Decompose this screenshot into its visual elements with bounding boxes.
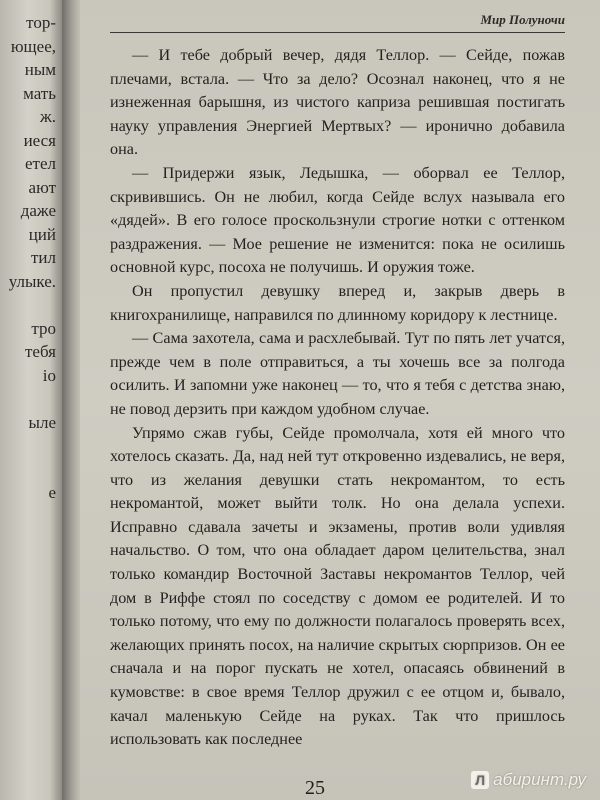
left-page-fragment: ают — [28, 177, 56, 197]
left-page-fragment: тор- — [26, 13, 56, 32]
watermark-text: абиринт.ру — [493, 770, 586, 789]
left-page-fragment: тро — [31, 318, 56, 338]
page-number: 25 — [305, 777, 325, 799]
running-head-title: Мир Полуночи — [480, 12, 565, 27]
left-page-fragment: иеся — [23, 130, 56, 150]
left-page-fragment: тебя — [24, 342, 56, 361]
left-page-fragment: ж. — [40, 107, 56, 126]
left-page-fragment: улыке. — [8, 271, 56, 291]
paragraph: — И тебе добрый вечер, дядя Теллор. — Сейде, пожав плечами, встала. — Что за дело? Осознал наконец, что я не изнеженная барышня, из чистого каприза решившая постигать науку управления Энергией Мертвых? — иронично добавила она. — [110, 46, 565, 159]
left-page-fragment: іо — [42, 365, 56, 385]
header-rule — [110, 32, 565, 33]
left-page-fragment: ющее, — [10, 36, 56, 56]
right-page — [80, 0, 600, 800]
left-page-fragment: ным — [24, 60, 56, 79]
left-page-fragment: тил — [30, 248, 56, 267]
paragraph: Упрямо сжав губы, Сейде промолчала, хотя ей много что хотелось сказать. Да, над ней тут откровенно издевались, не веря, что из желания девушки стать некромантом, то есть некромантой, может выйти толк. Но она делала успехи. Исправно сдавала зачеты и экзамены, против воли удивляя начальство. О том, что она обладает даром целительства, знал только командир Восточной Заставы некромантов Теллор, чей дом в Риффе стоял по соседству с домом ее родителей. И то только потому, что ему по должности полагалось проверять всех, желающих принять посох, на наличие скрытых сюрпризов. Он ее сначала и на порог пускать не хотел, опасаясь обвинений в кумовстве: в свое время Теллор дружил с ее отцом и, бывало, качал маленькую Сейде на руках. Так что пришлось использовать как последнее — [110, 423, 565, 749]
left-page-fragment: етел — [24, 154, 56, 173]
paragraph: — Сама захотела, сама и расхлебывай. Тут по пять лет учатся, прежде чем в поле отправиться, а ты хочешь все за полгода осилить. И запомни уже наконец — то, что я тебя с детства знаю, не повод дерзить при каждом удобном случае. — [110, 329, 565, 418]
left-page-fragment: ций — [28, 224, 56, 244]
left-page-fragment: ыле — [28, 412, 56, 432]
paragraph: Он пропустил девушку вперед и, закрыв дверь в книгохранилище, направился по длинному коридору к лестнице. — [110, 281, 565, 324]
paragraph: — Придержи язык, Ледышка, — оборвал ее Теллор, скривившись. Он не любил, когда Сейде вслух называла его «дядей». В его голосе проскользнули строгие нотки с оттенком раздражения. — Мое решение не изменится: пока не осилишь основной курс, посоха не получишь. И оружия тоже. — [110, 163, 565, 277]
book-gutter — [62, 0, 80, 800]
labirint-logo-icon: Л — [471, 771, 489, 789]
labirint-watermark — [471, 770, 586, 790]
left-page — [0, 0, 62, 800]
running-head — [110, 10, 565, 32]
left-page-fragment: мать — [23, 83, 56, 103]
body-text — [110, 44, 565, 752]
left-page-fragment: е — [48, 483, 56, 502]
left-page-fragment: даже — [20, 201, 56, 220]
